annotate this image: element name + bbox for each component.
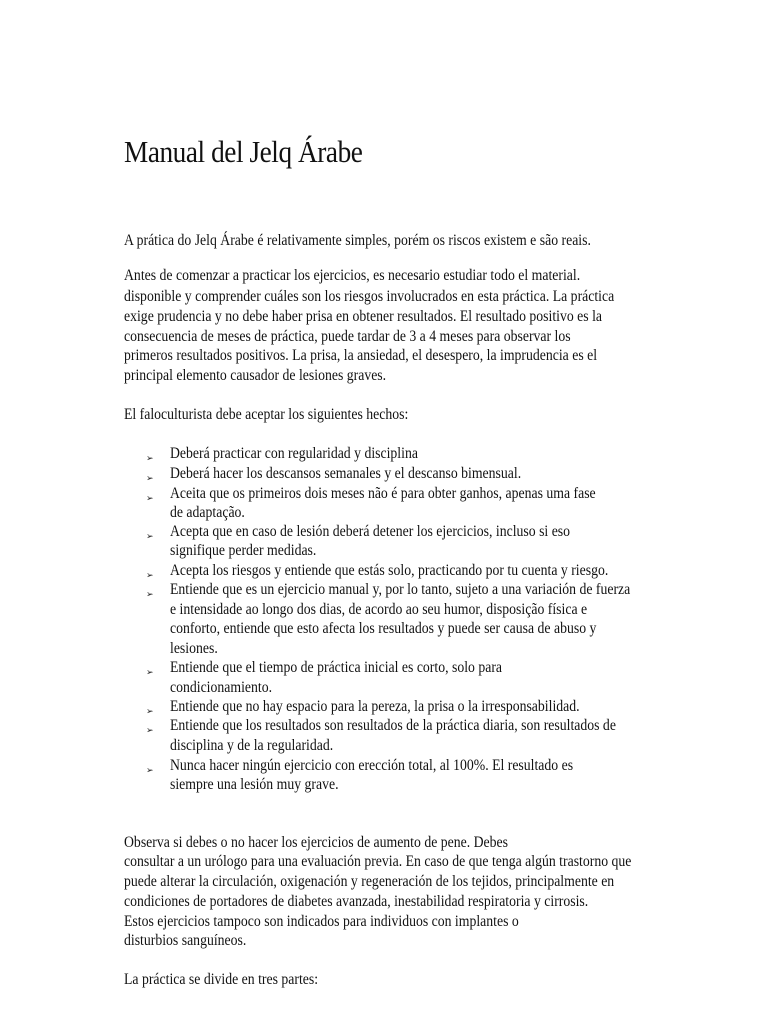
list-item-text-cont: siempre una lesión muy grave. — [170, 776, 339, 793]
paragraph-line: Antes de comenzar a practicar los ejercicios, es necesario estudiar todo el material. — [124, 267, 581, 284]
paragraph-line: consecuencia de meses de práctica, puede tardar de 3 a 4 meses para observar los — [124, 328, 571, 345]
facts-heading: El faloculturista debe aceptar los siguientes hechos: — [124, 406, 409, 423]
list-item-text: Acepta los riesgos y entiende que estás solo, practicando por tu cuenta y riesgo. — [170, 562, 609, 579]
list-item-text: Nunca hacer ningún ejercicio con erección total, al 100%. El resultado es — [170, 757, 574, 774]
list-item-text-cont: de adaptação. — [170, 504, 245, 521]
page-title: Manual del Jelq Árabe — [124, 134, 363, 169]
list-item-text-cont: e intensidade ao longo dos dias, de acordo ao seu humor, disposição física e — [170, 601, 588, 618]
paragraph-line: consultar a un urólogo para una evaluación previa. En caso de que tenga algún trastorno que — [124, 853, 632, 870]
list-item-text: Acepta que en caso de lesión deberá detener los ejercicios, incluso si eso — [170, 523, 571, 540]
list-item-text: Entiende que el tiempo de práctica inicial es corto, solo para — [170, 659, 503, 676]
arrow-bullet-icon: ➢ — [146, 570, 154, 580]
arrow-bullet-icon: ➢ — [146, 765, 154, 775]
arrow-bullet-icon: ➢ — [146, 473, 154, 483]
paragraph-line: Observa si debes o no hacer los ejercicios de aumento de pene. Debes — [124, 834, 508, 851]
paragraph-line: Estos ejercicios tampoco son indicados para individuos con implantes o — [124, 913, 519, 930]
list-item-text-cont: lesiones. — [170, 640, 218, 657]
list-item-text: Deberá practicar con regularidad y disciplina — [170, 445, 418, 462]
arrow-bullet-icon: ➢ — [146, 453, 154, 463]
paragraph-line: exige prudencia y no debe haber prisa en obtener resultados. El resultado positivo es la — [124, 308, 603, 325]
intro-text: A prática do Jelq Árabe é relativamente simples, porém os riscos existem e são reais. — [124, 232, 591, 249]
arrow-bullet-icon: ➢ — [146, 725, 154, 735]
list-item-text-cont: conforto, entiende que esto afecta los resultados y puede ser causa de abuso y — [170, 620, 597, 637]
list-item-text: Entiende que no hay espacio para la pereza, la prisa o la irresponsabilidad. — [170, 698, 580, 715]
list-item-text: Aceita que os primeiros dois meses não é para obter ganhos, apenas uma fase — [170, 485, 596, 502]
paragraph-line: condiciones de portadores de diabetes avanzada, inestabilidad respiratoria y cirrosis. — [124, 893, 589, 910]
paragraph-line: disponible y comprender cuáles son los riesgos involucrados en esta práctica. La práctica — [124, 288, 615, 305]
paragraph-line: puede alterar la circulación, oxigenación y regeneración de los tejidos, principalmente en — [124, 873, 615, 890]
list-item-text-cont: condicionamiento. — [170, 679, 273, 696]
paragraph-line: primeros resultados positivos. La prisa, la ansiedad, el desespero, la imprudencia es el — [124, 347, 598, 364]
paragraph-line: principal elemento causador de lesiones graves. — [124, 367, 387, 384]
list-item-text-cont: signifique perder medidas. — [170, 542, 317, 559]
list-item-text: Deberá hacer los descansos semanales y el descanso bimensual. — [170, 465, 522, 482]
list-item-text: Entiende que es un ejercicio manual y, por lo tanto, sujeto a una variación de fuerza — [170, 581, 631, 598]
arrow-bullet-icon: ➢ — [146, 706, 154, 716]
arrow-bullet-icon: ➢ — [146, 667, 154, 677]
list-item-text-cont: disciplina y de la regularidad. — [170, 737, 334, 754]
arrow-bullet-icon: ➢ — [146, 531, 154, 541]
paragraph-line: disturbios sanguíneos. — [124, 932, 247, 949]
arrow-bullet-icon: ➢ — [146, 493, 154, 503]
arrow-bullet-icon: ➢ — [146, 589, 154, 599]
list-item-text: Entiende que los resultados son resultados de la práctica diaria, son resultados de — [170, 717, 616, 734]
parts-heading: La práctica se divide en tres partes: — [124, 971, 319, 988]
